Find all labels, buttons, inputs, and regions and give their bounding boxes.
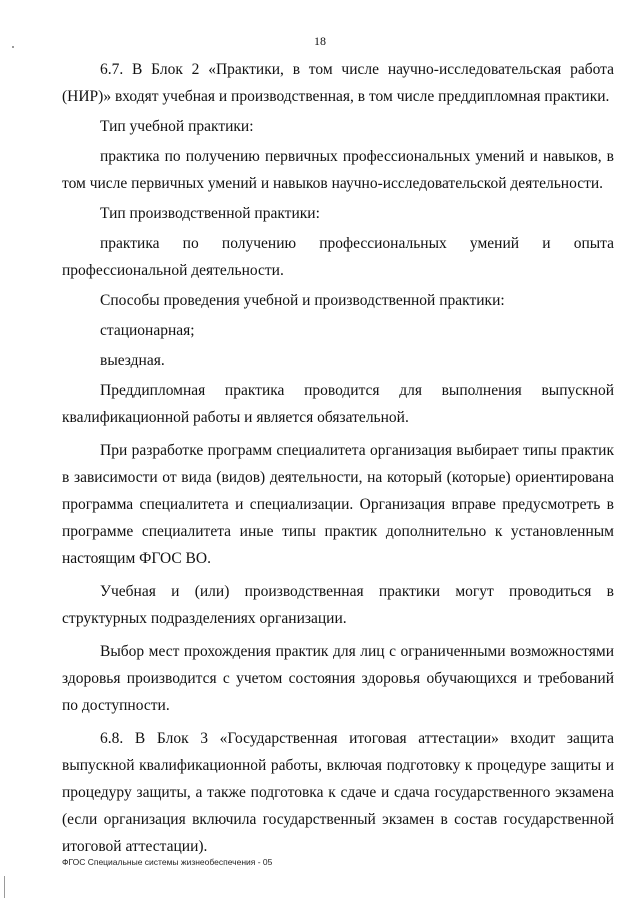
paragraph-method-field: выездная.	[100, 352, 165, 369]
paragraph-disabilities: Выбор мест прохождения практик для лиц с ограниченными возможностями здоровья производится с учетом состояния здоровья обучающихся и требований по доступности.	[62, 643, 614, 714]
paragraph-methods-heading: Способы проведения учебной и производственной практики:	[100, 292, 505, 309]
paragraph-educational-type-heading: Тип учебной практики:	[100, 118, 254, 135]
paragraph-structural-units: Учебная и (или) производственная практики могут проводиться в структурных подразделениях организации.	[62, 583, 614, 627]
page-number: 18	[314, 34, 326, 48]
paragraph-production-type: практика по получению профессиональных умений и опыта профессиональной деятельности.	[62, 235, 614, 279]
paragraph-6-7: 6.7. В Блок 2 «Практики, в том числе научно-исследовательская работа (НИР)» входят учебная и производственная, в том числе преддипломная практики.	[62, 61, 614, 105]
scan-artifact	[12, 46, 14, 48]
paragraph-6-8: 6.8. В Блок 3 «Государственная итоговая аттестации» входит защита выпускной квалификационной работы, включая подготовку к процедуре защиты и процедуру защиты, а также подготовка к сдаче и сдача государственного экзамена (если организация включила государственный экзамен в состав государственной итоговой аттестации).	[62, 730, 614, 855]
paragraph-pre-diploma: Преддипломная практика проводится для выполнения выпускной квалификационной работы и является обязательной.	[62, 382, 614, 426]
page-footer: ФГОС Специальные системы жизнеобеспечения - 05	[62, 857, 273, 867]
document-body	[62, 56, 614, 860]
paragraph-production-type-heading: Тип производственной практики:	[100, 205, 320, 222]
scan-artifact	[4, 876, 5, 898]
paragraph-method-stationary: стационарная;	[100, 322, 195, 339]
paragraph-program-development: При разработке программ специалитета организация выбирает типы практик в зависимости от вида (видов) деятельности, на который (которые) ориентирована программа специалитета и специализации. Организация вправе предусмотреть в программе специалитета иные типы практик дополнительно к установленным настоящим ФГОС ВО.	[62, 442, 614, 567]
paragraph-educational-type: практика по получению первичных профессиональных умений и навыков, в том числе первичных умений и навыков научно-исследовательской деятельности.	[62, 148, 614, 192]
